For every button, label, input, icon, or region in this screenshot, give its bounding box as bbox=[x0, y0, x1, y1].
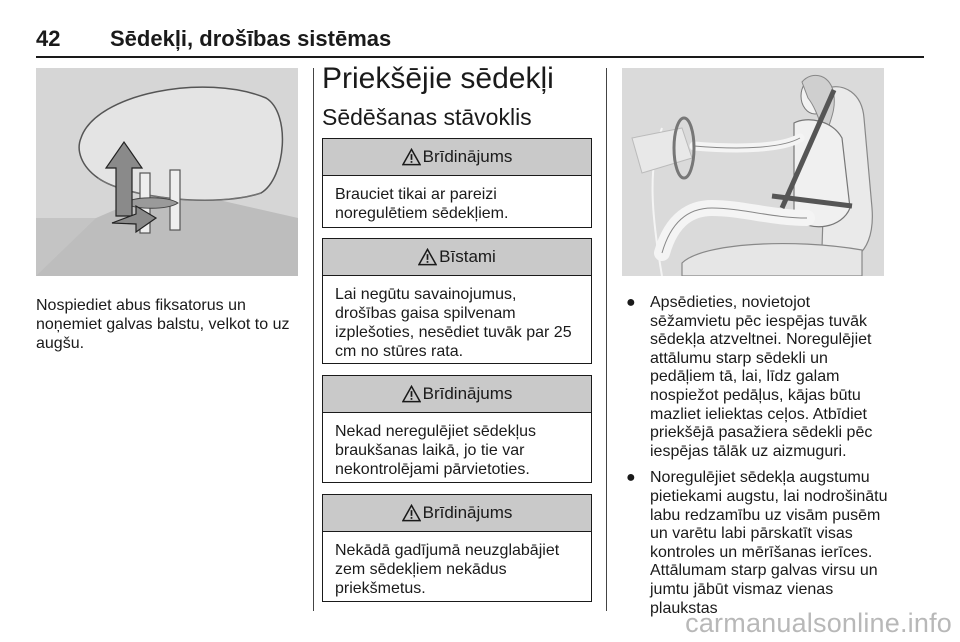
warning-triangle-icon bbox=[418, 248, 437, 266]
list-item bbox=[622, 294, 892, 461]
column-divider-right bbox=[606, 68, 607, 611]
danger-box-text: Lai negūtu savainojumus, drošības gaisa spilvenam izplešoties, nesēdiet tuvāk par 25 cm no stūres rata. bbox=[335, 286, 572, 360]
warning-box-header bbox=[323, 495, 591, 532]
seated-driver-illustration bbox=[622, 68, 884, 276]
warning-box-text: Nekad neregulējiet sēdekļus braukšanas laikā, jo tie var nekontrolējami pārvietoties. bbox=[335, 423, 537, 478]
heading-front-seats: Priekšējie sēdekļi bbox=[322, 62, 554, 95]
bullet-icon: ● bbox=[626, 469, 636, 487]
warning-box bbox=[322, 494, 592, 602]
headrest-illustration bbox=[36, 68, 298, 276]
list-item-text: Apsēdieties, novietojot sēžamvietu pēc iespējas tuvāk sēdekļa atzveltnei. Noregulējiet attālumu starp sēdekli un pedāļiem tā, lai, līdz galam nospiežot pedāļus, kājas būtu mazliet ieliektas ceļos. Atbīdiet priekšējā pasažiera sēdekli pēc iespējas tālāk uz aizmuguri. bbox=[650, 294, 873, 460]
warning-box-title: Brīdinājums bbox=[422, 503, 513, 522]
watermark: carmanualsonline.info bbox=[685, 608, 952, 638]
bullet-icon: ● bbox=[626, 294, 636, 311]
warning-box-title: Brīdinājums bbox=[422, 384, 513, 403]
warning-box-header bbox=[323, 139, 591, 176]
warning-box-text: Brauciet tikai ar pareizi noregulētiem sēdekļiem. bbox=[335, 186, 509, 222]
seated-driver-icon bbox=[622, 68, 884, 276]
warning-box-text: Nekādā gadījumā neuzglabājiet zem sēdekļiem nekādus priekšmetus. bbox=[335, 542, 560, 597]
warning-triangle-icon bbox=[402, 385, 421, 403]
column-divider-left bbox=[313, 68, 314, 611]
list-item-text: Noregulējiet sēdekļa augstumu pietiekami augstu, lai nodrošinātu labu redzamību uz visām pusēm un varētu labi pārskatīt visas kontroles un mērīšanas ierīces. Attālumam starp galvas virsu un jumtu jābūt vismaz vienas plaukstas bbox=[650, 469, 888, 617]
danger-box-title: Bīstami bbox=[439, 247, 496, 266]
headrest-adjustment-icon bbox=[36, 68, 298, 276]
header-rule bbox=[36, 56, 924, 58]
warning-box bbox=[322, 138, 592, 228]
danger-box-header bbox=[323, 239, 591, 276]
seating-instructions-list bbox=[622, 294, 892, 626]
subheading-seat-position: Sēdēšanas stāvoklis bbox=[322, 104, 532, 130]
danger-box bbox=[322, 238, 592, 364]
warning-triangle-icon bbox=[402, 504, 421, 522]
warning-box-title: Brīdinājums bbox=[422, 147, 513, 166]
page-number: 42 bbox=[36, 26, 61, 51]
section-title: Sēdekļi, drošības sistēmas bbox=[110, 26, 392, 51]
headrest-caption: Nospiediet abus fiksatorus un noņemiet galvas balstu, velkot to uz augšu. bbox=[36, 297, 290, 352]
list-item bbox=[622, 469, 892, 618]
warning-box bbox=[322, 375, 592, 483]
warning-triangle-icon bbox=[402, 148, 421, 166]
warning-box-header bbox=[323, 376, 591, 413]
page-header bbox=[36, 26, 924, 56]
